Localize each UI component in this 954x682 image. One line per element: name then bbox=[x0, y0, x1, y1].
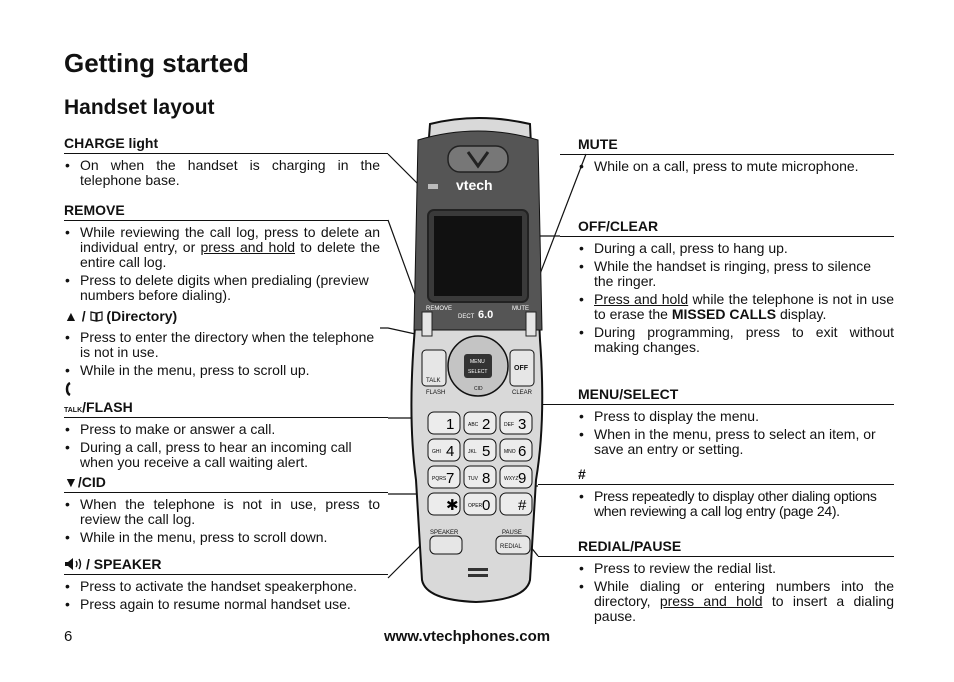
keypad-key bbox=[500, 493, 532, 515]
brand-logo: vtech bbox=[456, 177, 493, 193]
key-digit: 3 bbox=[518, 416, 527, 433]
talk-flash-heading: TALK/FLASH bbox=[64, 382, 380, 417]
key-letters: DEF bbox=[504, 422, 514, 428]
key-letters: ABC bbox=[468, 422, 479, 428]
cid-label: CID bbox=[474, 386, 483, 392]
mute-heading: MUTE bbox=[578, 136, 618, 152]
key-digit: 4 bbox=[446, 443, 455, 460]
list-item: • While reviewing the call log, press to delete an individual entry, or press and hold to delete the entire call log. bbox=[64, 225, 380, 270]
page-title: Getting started bbox=[64, 48, 249, 78]
page-number: 6 bbox=[64, 628, 73, 645]
key-digit: 2 bbox=[482, 416, 491, 433]
section-title: Handset layout bbox=[64, 96, 215, 119]
redial-button: REDIAL bbox=[500, 544, 522, 550]
list-item: • During a call, press to hang up. bbox=[578, 241, 894, 256]
list-item: • Press repeatedly to display other dialing options when reviewing a call log entry (page 24). bbox=[578, 489, 894, 519]
select-label: SELECT bbox=[468, 369, 488, 375]
list-item: • During programming, press to exit without making changes. bbox=[578, 325, 894, 355]
key-digit: # bbox=[518, 497, 527, 514]
key-letters: WXYZ bbox=[504, 476, 519, 482]
pause-label: PAUSE bbox=[502, 530, 522, 536]
key-letters: MNO bbox=[504, 449, 516, 455]
key-digit: 9 bbox=[518, 470, 527, 487]
flash-label: FLASH bbox=[426, 390, 446, 396]
list-item: • While on a call, press to mute microphone. bbox=[578, 159, 894, 174]
website-link: www.vtechphones.com bbox=[384, 628, 551, 645]
key-digit: 8 bbox=[482, 470, 491, 487]
menu-button: MENU bbox=[470, 359, 485, 365]
list-item: • While the handset is ringing, press to silence the ringer. bbox=[578, 259, 894, 289]
remove-heading: REMOVE bbox=[64, 202, 125, 218]
speaker-button: SPEAKER bbox=[430, 530, 459, 536]
directory-heading: ▲ / (Directory) bbox=[64, 308, 178, 324]
remove-button: REMOVE bbox=[426, 306, 453, 312]
off-button: OFF bbox=[514, 365, 528, 372]
list-item: • When the telephone is not in use, press to review the call log. bbox=[64, 497, 380, 527]
key-letters: PQRS bbox=[432, 476, 447, 482]
list-item: • Press to display the menu. bbox=[578, 409, 894, 424]
talk-button: TALK bbox=[426, 378, 441, 384]
clear-label: CLEAR bbox=[512, 390, 533, 396]
key-letters: GHI bbox=[432, 449, 441, 455]
list-item: • Press again to resume normal handset use. bbox=[64, 597, 380, 612]
menu-select-heading: MENU/SELECT bbox=[578, 386, 679, 402]
list-item: • Press and hold while the telephone is not in use to erase the MISSED CALLS display. bbox=[578, 292, 894, 322]
list-item: • During a call, press to hear an incoming call when you receive a call waiting alert. bbox=[64, 440, 380, 470]
key-digit: 6 bbox=[518, 443, 527, 460]
list-item: • When in the menu, press to select an item, or save an entry or setting. bbox=[578, 427, 894, 457]
key-digit: 7 bbox=[446, 470, 455, 487]
list-item: • Press to make or answer a call. bbox=[64, 422, 380, 437]
key-digit: 1 bbox=[446, 416, 455, 433]
hash-heading: # bbox=[578, 466, 586, 482]
mute-button: MUTE bbox=[512, 306, 529, 312]
list-item: • While dialing or entering numbers into the directory, press and hold to insert a dialing pause. bbox=[578, 579, 894, 624]
key-digit: ✱ bbox=[446, 497, 459, 514]
dect-version: 6.0 bbox=[478, 309, 494, 321]
key-letters: TUV bbox=[468, 476, 478, 482]
dect-label: DECT bbox=[458, 314, 475, 320]
list-item: • Press to review the redial list. bbox=[578, 561, 894, 576]
list-item: • Press to enter the directory when the telephone is not in use. bbox=[64, 330, 380, 360]
keypad-key bbox=[428, 412, 460, 434]
list-item: • While in the menu, press to scroll down. bbox=[64, 530, 380, 545]
list-item: • Press to activate the handset speakerphone. bbox=[64, 579, 380, 594]
list-item: • While in the menu, press to scroll up. bbox=[64, 363, 380, 378]
off-clear-heading: OFF/CLEAR bbox=[578, 218, 659, 234]
key-letters: OPER bbox=[468, 503, 483, 509]
charge-light-heading: CHARGE light bbox=[64, 135, 159, 151]
key-letters: JKL bbox=[468, 449, 477, 455]
key-digit: 5 bbox=[482, 443, 491, 460]
list-item: • Press to delete digits when predialing (preview numbers before dialing). bbox=[64, 273, 380, 303]
speaker-heading: / SPEAKER bbox=[64, 556, 380, 574]
cid-heading: ▼/CID bbox=[64, 474, 106, 490]
key-digit: 0 bbox=[482, 497, 491, 514]
list-item: • On when the handset is charging in the telephone base. bbox=[64, 158, 380, 188]
redial-pause-heading: REDIAL/PAUSE bbox=[578, 538, 682, 554]
